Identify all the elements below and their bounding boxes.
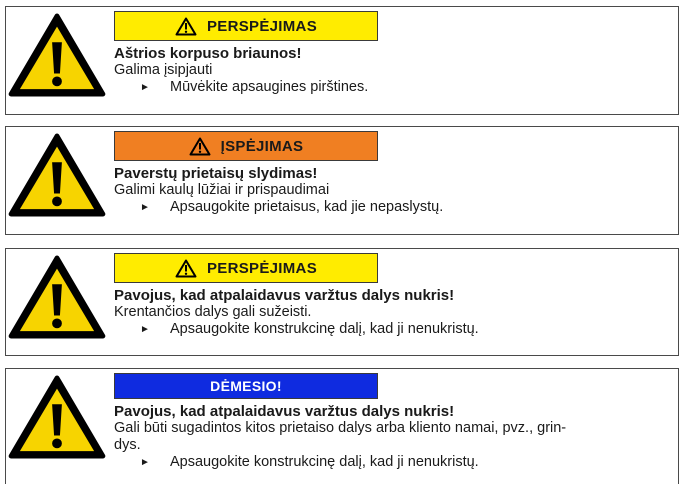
safety-action-text: Apsaugokite prietaisus, kad jie nepaslystų.	[170, 199, 444, 215]
bullet-arrow-icon: ►	[140, 324, 150, 335]
safety-action	[140, 79, 674, 96]
warning-triangle-small-icon	[175, 17, 197, 36]
signal-word: DĖMESIO!	[210, 378, 282, 394]
caution-notice-property-damage	[5, 368, 679, 484]
signal-word-badge	[114, 373, 378, 399]
safety-action-text: Apsaugokite konstrukcinę dalį, kad ji nenukristų.	[170, 454, 479, 470]
hazard-headline: Paverstų prietaisų slydimas!	[114, 165, 318, 182]
safety-action	[140, 321, 674, 338]
signal-word: PERSPĖJIMAS	[207, 259, 317, 277]
warning-triangle-icon	[8, 13, 106, 97]
signal-word-badge	[114, 131, 378, 161]
hazard-consequence-line2: dys.	[114, 437, 141, 453]
hazard-headline: Aštrios korpuso briaunos!	[114, 45, 302, 62]
warning-notice-sliding-devices	[5, 126, 679, 235]
warning-triangle-icon	[8, 133, 106, 217]
signal-word-badge	[114, 11, 378, 41]
signal-word: PERSPĖJIMAS	[207, 17, 317, 35]
hazard-consequence-line1: Gali būti sugadintos kitos prietaiso dalys arba kliento namai, pvz., grin-	[114, 420, 567, 436]
bullet-arrow-icon: ►	[140, 82, 150, 93]
signal-word: ĮSPĖJIMAS	[220, 137, 304, 155]
hazard-headline: Pavojus, kad atpalaidavus varžtus dalys nukris!	[114, 403, 455, 420]
warning-notice-sharp-edges	[5, 6, 679, 115]
safety-action-text: Apsaugokite konstrukcinę dalį, kad ji nenukristų.	[170, 321, 479, 337]
hazard-headline: Pavojus, kad atpalaidavus varžtus dalys nukris!	[114, 287, 455, 304]
hazard-consequence: Galimi kaulų lūžiai ir prispaudimai	[114, 182, 330, 198]
signal-word-badge	[114, 253, 378, 283]
warning-triangle-icon	[8, 375, 106, 459]
warning-triangle-small-icon	[189, 137, 211, 156]
bullet-arrow-icon: ►	[140, 202, 150, 213]
warning-triangle-icon	[8, 255, 106, 339]
warning-notice-falling-parts	[5, 248, 679, 356]
safety-action-text: Mūvėkite apsaugines pirštines.	[170, 79, 369, 95]
safety-action	[140, 199, 674, 216]
warning-triangle-small-icon	[175, 259, 197, 278]
hazard-consequence: Krentančios dalys gali sužeisti.	[114, 304, 312, 320]
hazard-consequence: Galima įsipjauti	[114, 62, 213, 78]
bullet-arrow-icon: ►	[140, 457, 150, 468]
safety-action	[140, 454, 674, 471]
